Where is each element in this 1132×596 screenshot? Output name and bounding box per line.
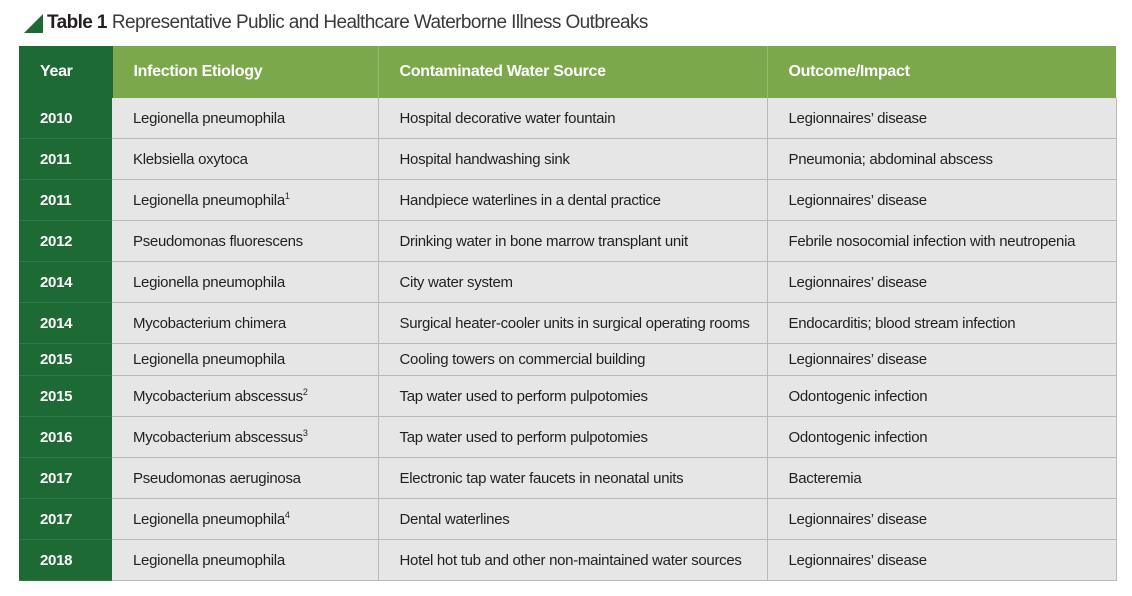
cell-source <box>378 221 767 262</box>
cell-source-text: City water system <box>399 273 513 291</box>
cell-etiology-text: Legionella pneumophila <box>133 109 285 127</box>
cell-year <box>19 376 112 417</box>
cell-outcome-text: Endocarditis; blood stream infection <box>788 314 1016 332</box>
cell-year-text: 2011 <box>40 150 72 168</box>
cell-outcome-text: Legionnaires’ disease <box>788 351 927 368</box>
cell-year <box>19 344 112 376</box>
table-row <box>19 303 1116 344</box>
cell-year-text: 2018 <box>40 551 73 569</box>
cell-outcome <box>767 180 1116 221</box>
cell-year-text: 2011 <box>40 191 72 209</box>
cell-etiology <box>112 499 378 540</box>
cell-etiology-text: Mycobacterium abscessus <box>133 428 303 446</box>
cell-source <box>378 262 767 303</box>
cell-year <box>19 98 112 139</box>
table-row <box>19 221 1116 262</box>
cell-source <box>378 303 767 344</box>
cell-year-text: 2010 <box>40 109 73 127</box>
cell-source-text: Electronic tap water faucets in neonatal units <box>399 469 684 487</box>
table-row <box>19 417 1116 458</box>
cell-etiology-text: Legionella pneumophila <box>133 273 285 291</box>
table-row <box>19 540 1116 581</box>
cell-etiology-text: Legionella pneumophila <box>133 351 285 368</box>
cell-source-text: Handpiece waterlines in a dental practice <box>399 191 661 209</box>
cell-year <box>19 262 112 303</box>
cell-year-text: 2015 <box>40 351 73 368</box>
cell-outcome <box>767 417 1116 458</box>
table-caption <box>24 10 648 36</box>
table-row <box>19 180 1116 221</box>
table-title: Representative Public and Healthcare Waterborne Illness Outbreaks <box>111 12 648 33</box>
cell-etiology <box>112 98 378 139</box>
table-label: Table 1 <box>47 12 107 33</box>
cell-year-text: 2014 <box>40 314 73 332</box>
cell-outcome-text: Odontogenic infection <box>788 428 928 446</box>
cell-outcome-text: Febrile nosocomial infection with neutropenia <box>788 232 1076 250</box>
cell-outcome <box>767 540 1116 581</box>
cell-year-text: 2017 <box>40 510 73 528</box>
cell-outcome <box>767 139 1116 180</box>
cell-etiology-text: Legionella pneumophila <box>133 191 285 209</box>
column-header-outcome: Outcome/Impact <box>767 46 1116 98</box>
column-header-etiology: Infection Etiology <box>112 46 378 98</box>
cell-year-text: 2012 <box>40 232 73 250</box>
cell-outcome <box>767 344 1116 376</box>
table-row <box>19 376 1116 417</box>
cell-year-text: 2016 <box>40 428 73 446</box>
cell-outcome-text: Legionnaires’ disease <box>788 551 927 569</box>
cell-year <box>19 499 112 540</box>
cell-outcome <box>767 499 1116 540</box>
cell-outcome-text: Odontogenic infection <box>788 387 928 405</box>
table-row <box>19 139 1116 180</box>
cell-outcome <box>767 458 1116 499</box>
cell-etiology-text: Mycobacterium chimera <box>133 314 286 332</box>
footnote-marker: 2 <box>302 386 308 397</box>
cell-etiology <box>112 417 378 458</box>
table-row <box>19 344 1116 376</box>
table-row <box>19 98 1116 139</box>
cell-etiology-text: Legionella pneumophila <box>133 551 285 569</box>
cell-source-text: Dental waterlines <box>399 510 510 528</box>
cell-outcome <box>767 221 1116 262</box>
cell-source <box>378 98 767 139</box>
cell-outcome-text: Legionnaires’ disease <box>788 510 927 528</box>
cell-source <box>378 540 767 581</box>
header-row <box>19 46 1116 98</box>
cell-etiology <box>112 303 378 344</box>
table-row <box>19 262 1116 303</box>
cell-outcome <box>767 262 1116 303</box>
cell-etiology-text: Mycobacterium abscessus <box>133 387 303 405</box>
cell-year-text: 2014 <box>40 273 73 291</box>
cell-year-text: 2015 <box>40 387 73 405</box>
cell-etiology <box>112 376 378 417</box>
cell-source <box>378 458 767 499</box>
footnote-marker: 4 <box>284 509 290 520</box>
column-header-source: Contaminated Water Source <box>378 46 767 98</box>
cell-etiology <box>112 139 378 180</box>
table-row <box>19 458 1116 499</box>
cell-source <box>378 417 767 458</box>
cell-source <box>378 499 767 540</box>
cell-source-text: Cooling towers on commercial building <box>399 351 646 368</box>
cell-outcome <box>767 303 1116 344</box>
cell-outcome <box>767 376 1116 417</box>
cell-source-text: Drinking water in bone marrow transplant unit <box>399 232 688 250</box>
cell-source <box>378 376 767 417</box>
table-row <box>19 499 1116 540</box>
cell-outcome <box>767 98 1116 139</box>
cell-etiology-text: Legionella pneumophila <box>133 510 285 528</box>
cell-source-text: Surgical heater-cooler units in surgical operating rooms <box>399 314 750 332</box>
cell-source <box>378 139 767 180</box>
cell-source <box>378 344 767 376</box>
footnote-marker: 1 <box>284 190 290 201</box>
column-header-year: Year <box>19 46 112 98</box>
cell-year <box>19 180 112 221</box>
outbreaks-table <box>19 46 1117 581</box>
cell-etiology-text: Klebsiella oxytoca <box>133 150 248 168</box>
triangle-icon <box>24 14 43 33</box>
cell-year <box>19 139 112 180</box>
cell-year <box>19 540 112 581</box>
cell-year-text: 2017 <box>40 469 73 487</box>
cell-etiology <box>112 221 378 262</box>
cell-outcome-text: Legionnaires’ disease <box>788 273 927 291</box>
cell-outcome-text: Legionnaires’ disease <box>788 191 927 209</box>
cell-source-text: Tap water used to perform pulpotomies <box>399 428 648 446</box>
cell-year <box>19 417 112 458</box>
cell-year <box>19 303 112 344</box>
cell-outcome-text: Legionnaires’ disease <box>788 109 927 127</box>
cell-outcome-text: Bacteremia <box>788 469 862 487</box>
cell-source-text: Hospital decorative water fountain <box>399 109 616 127</box>
cell-source <box>378 180 767 221</box>
cell-etiology <box>112 344 378 376</box>
cell-etiology <box>112 458 378 499</box>
cell-year <box>19 221 112 262</box>
cell-etiology-text: Pseudomonas aeruginosa <box>133 469 301 487</box>
cell-etiology <box>112 180 378 221</box>
cell-outcome-text: Pneumonia; abdominal abscess <box>788 150 993 168</box>
cell-etiology-text: Pseudomonas fluorescens <box>133 232 303 250</box>
cell-source-text: Hotel hot tub and other non-maintained water sources <box>399 551 742 569</box>
cell-etiology <box>112 540 378 581</box>
cell-source-text: Hospital handwashing sink <box>399 150 570 168</box>
cell-source-text: Tap water used to perform pulpotomies <box>399 387 648 405</box>
cell-etiology <box>112 262 378 303</box>
footnote-marker: 3 <box>302 427 308 438</box>
cell-year <box>19 458 112 499</box>
